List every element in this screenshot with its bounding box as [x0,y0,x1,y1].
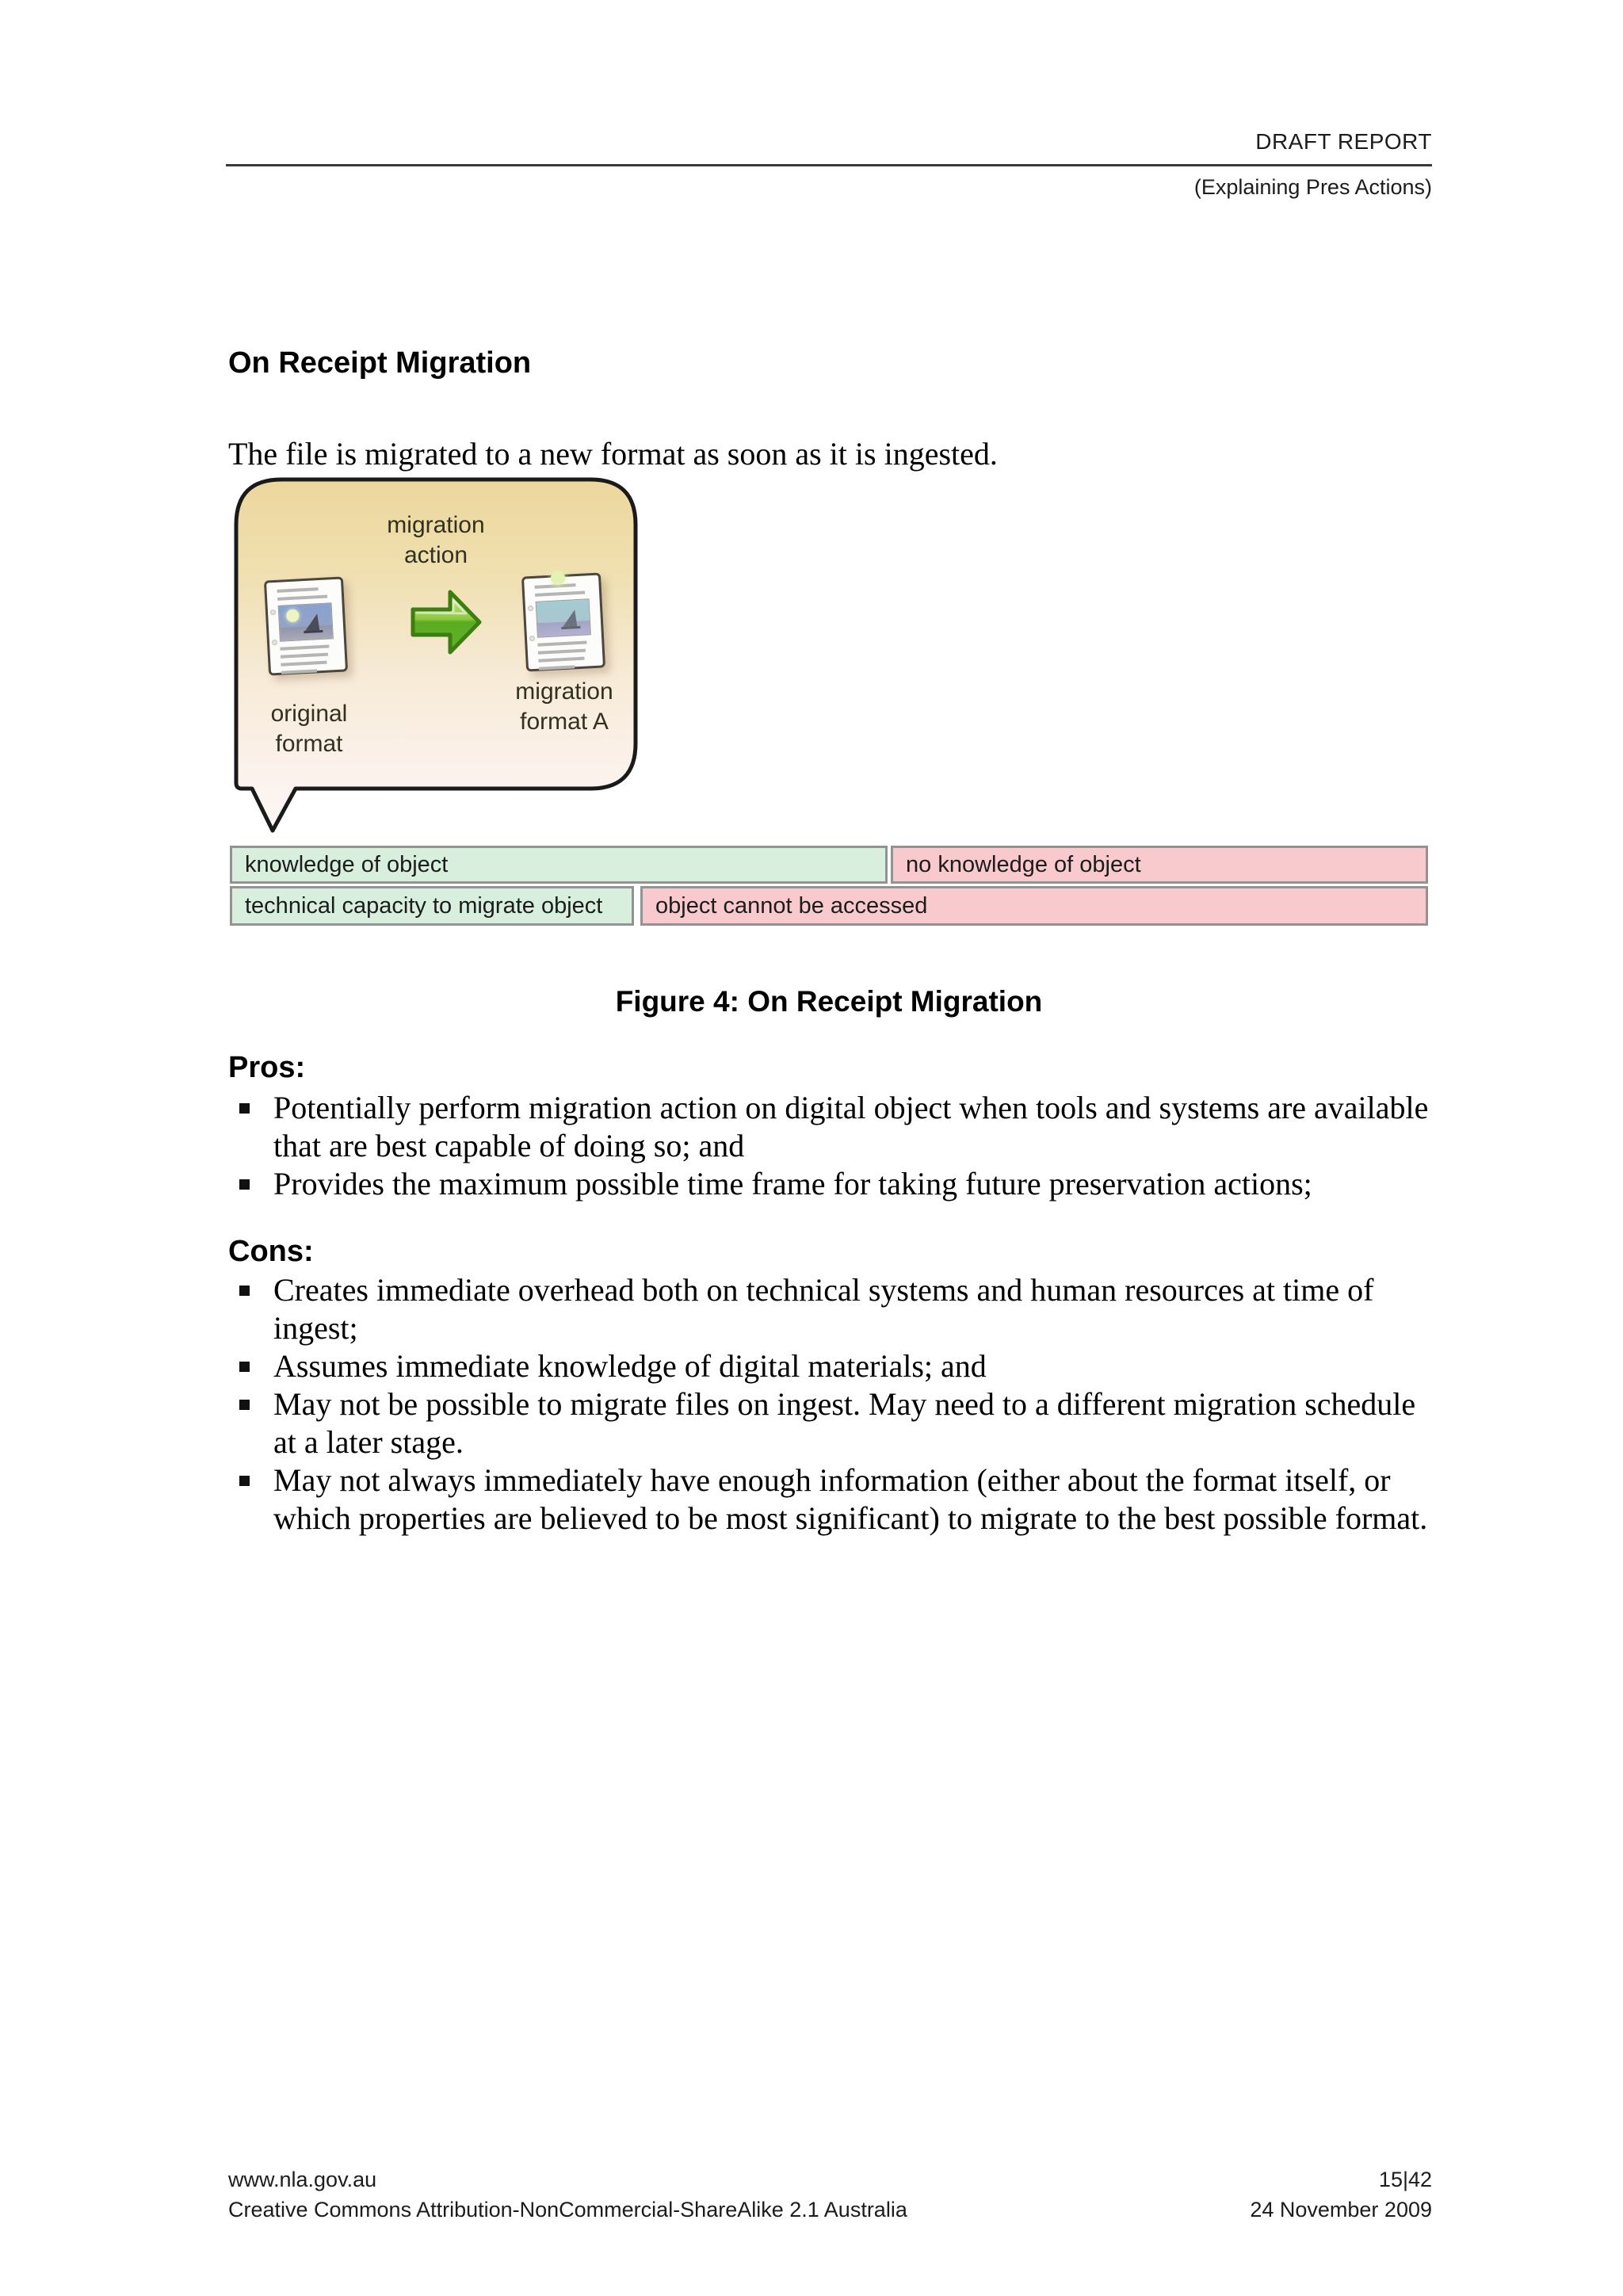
migration-arrow [409,585,483,659]
list-item: Creates immediate overhead both on technical systems and human resources at time of ingest; [228,1271,1449,1347]
bar-row-capacity [230,886,1428,926]
binder-hole-icon [272,640,277,645]
bar-knowledge-of-object: knowledge of object [230,846,888,884]
bullet-square-icon [239,1476,250,1486]
footer-right [228,2164,1432,2225]
footer-license: Creative Commons Attribution-NonCommercial-ShareAlike 2.1 Australia [228,2198,907,2222]
figure-caption: Figure 4: On Receipt Migration [615,985,1043,1018]
list-item: May not always immediately have enough information (either about the format itself, or which properties are believed to be most significant) to migrate to the best possible format. [228,1461,1449,1538]
footer-url: www.nla.gov.au [228,2168,377,2191]
cons-heading: Cons: [228,1235,314,1268]
footer-date: 24 November 2009 [1250,2198,1432,2222]
capability-bars [230,846,1428,926]
bar-no-knowledge-of-object: no knowledge of object [891,846,1428,884]
header-subtitle: (Explaining Pres Actions) [1193,175,1432,199]
migration-action-line1: migration [387,512,485,538]
sailboat-icon [301,611,324,634]
pros-list [228,1089,1449,1203]
list-item: Provides the maximum possible time frame for taking future preservation actions; [228,1165,1449,1203]
bar-technical-capacity: technical capacity to migrate object [230,886,634,926]
section-intro: The file is migrated to a new format as soon as it is ingested. [228,436,998,472]
document-picture [536,598,592,638]
original-format-label: original format [270,701,348,757]
bar-object-cannot-be-accessed: object cannot be accessed [640,886,1428,926]
pros-heading: Pros: [228,1051,306,1084]
original-format-document-icon [264,576,348,675]
bullet-square-icon [239,1286,250,1296]
migration-action-label [234,510,638,571]
section-heading: On Receipt Migration [228,346,532,380]
speech-bubble-content [234,477,638,834]
header-rule [226,164,1432,166]
bullet-square-icon [239,1400,250,1410]
sun-icon [286,609,300,622]
bullet-square-icon [239,1362,250,1372]
migration-action-line2: action [403,542,468,568]
document-picture [278,602,334,642]
list-item: Potentially perform migration action on digital object when tools and systems are available that are best capable of doing so; and [228,1089,1449,1165]
binder-hole-icon [270,609,276,615]
binder-hole-icon [528,606,533,611]
bullet-square-icon [239,1179,250,1190]
list-item: Assumes immediate knowledge of digital materials; and [228,1347,1449,1385]
migration-format-a-label: migration format A [515,678,613,735]
bullet-square-icon [239,1103,250,1114]
migration-format-document-icon [521,572,605,671]
list-item: May not be possible to migrate files on ingest. May need to a different migration schedule at a later stage. [228,1385,1449,1461]
binder-hole-icon [529,636,535,641]
bar-row-knowledge [230,846,1428,884]
cons-list [228,1271,1449,1538]
sailboat-icon [559,607,582,630]
green-arrow-right-icon [409,585,483,659]
figure-speech-bubble [234,477,638,834]
header-title: DRAFT REPORT [1255,129,1432,154]
footer-page-number: 15|42 [1378,2168,1432,2191]
